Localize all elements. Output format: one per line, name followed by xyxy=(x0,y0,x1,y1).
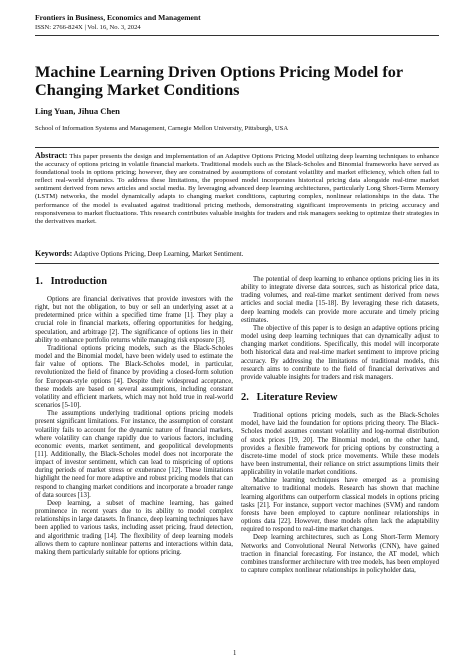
abstract-label: Abstract: xyxy=(35,151,68,160)
left-column xyxy=(35,276,233,557)
journal-issn: ISSN: 2766-824X | Vol. 16, No. 3, 2024 xyxy=(35,24,141,31)
paragraph: The potential of deep learning to enhance options pricing lies in its ability to integrate diverse data sources, such as historical price data, trading volumes, and real-time market sentiment derived from news articles and social media [15-18]. By leveraging these rich datasets, deep learning models can provide more accurate and timely pricing estimates. xyxy=(241,276,439,324)
journal-name: Frontiers in Business, Economics and Management xyxy=(35,13,201,22)
abstract-block xyxy=(35,152,439,226)
author-affiliation: School of Information Systems and Management, Carnegie Mellon University, Pittsburgh, USA xyxy=(35,125,289,132)
keywords-block xyxy=(35,249,439,258)
keywords-text: Adaptive Options Pricing, Deep Learning, Market Sentiment. xyxy=(73,251,244,258)
paragraph: The assumptions underlying traditional options pricing models present significant limitations. For instance, the assumption of constant volatility fails to account for the dynamic nature of financial markets, where volatility can change rapidly due to various factors, including economic events, market sentiment, and geopolitical developments [11]. Additionally, the Black-Scholes model does not incorporate the impact of investor sentiment, which can lead to mispricing of options during periods of market stress or exuberance [12]. These limitations highlight the need for more adaptive and robust pricing models that can respond to changing market conditions and incorporate a broader range of data sources [13]. xyxy=(35,410,233,499)
abstract-text: This paper presents the design and implementation of an Adaptive Options Pricing Model utilizing deep learning techniques to enhance the accuracy of options pricing in volatile financial markets. Traditional models such as the Black-Scholes and Binomial frameworks have served as foundational tools in options pricing; however, they are constrained by assumptions of constant volatility and market efficiency, which often fail to reflect real-world dynamics. To address these limitations, the proposed model incorporates historical pricing data alongside real-time market sentiment derived from news articles and social media. By leveraging advanced deep learning architectures, particularly Long Short-Term Memory (LSTM) networks, the model dynamically adapts to changing market conditions, capturing complex, nonlinear relationships in the data. The performance of the model is evaluated against traditional pricing methods, demonstrating significant improvements in pricing accuracy and responsiveness to market fluctuations. This research contributes valuable insights for traders and risk managers seeking to optimize their strategies in the derivatives market. xyxy=(35,153,439,225)
paper-authors: Ling Yuan, Jihua Chen xyxy=(35,106,120,116)
paragraph: Deep learning architectures, such as Long Short-Term Memory Networks and Convolutional Neural Networks (CNN), have gained traction in financial forecasting. For instance, the AT model, which combines transformer architecture with tree models, has been employed to capture complex nonlinear relationships in policyholder data, xyxy=(241,534,439,574)
keywords-label: Keywords: xyxy=(35,249,73,258)
header-rule xyxy=(35,35,439,36)
right-column xyxy=(241,276,439,575)
abstract-top-rule xyxy=(35,147,439,148)
paragraph: The objective of this paper is to design an adaptive options pricing model using deep learning techniques that can dynamically adjust to changing market conditions. Specifically, this model will incorporate both historical data and real-time market sentiment to improve pricing accuracy. By addressing the limitations of traditional models, this research aims to contribute to the field of financial derivatives and provide valuable insights for traders and risk managers. xyxy=(241,324,439,381)
paragraph: Traditional options pricing models, such as the Black-Scholes model, have laid the foundation for options pricing theory. The Black-Scholes model assumes constant volatility and log-normal distribution of stock prices [19, 20]. The Binomial model, on the other hand, provides a flexible framework for pricing options by constructing a discrete-time model of stock price movements. While these models have been instrumental, their reliance on strict assumptions limits their applicability in volatile market conditions. xyxy=(241,412,439,477)
abstract-bottom-rule xyxy=(35,263,439,264)
section-heading-literature-review: 2. Literature Review xyxy=(241,392,338,404)
section-heading-introduction: 1. Introduction xyxy=(35,276,107,287)
paragraph: Options are financial derivatives that provide investors with the right, but not the obligation, to buy or sell an underlying asset at a predetermined price within a specified time frame [1]. They play a crucial role in financial markets, offering opportunities for hedging, speculation, and arbitrage [2]. The significance of options lies in their ability to enhance portfolio returns while managing risk exposure [3]. xyxy=(35,296,233,344)
paper-title: Machine Learning Driven Options Pricing Model for Changing Market Conditions xyxy=(35,62,403,99)
paragraph: Deep learning, a subset of machine learning, has gained prominence in recent years due to its ability to model complex relationships in large datasets. In finance, deep learning techniques have been applied to various tasks, including asset pricing, fraud detection, and algorithmic trading [14]. The flexibility of deep learning models allows them to capture nonlinear patterns and interactions within data, making them particularly suitable for options pricing. xyxy=(35,499,233,556)
page-number: 1 xyxy=(233,650,237,657)
paragraph: Traditional options pricing models, such as the Black-Scholes model and the Binomial model, have been widely used to estimate the fair value of options. The Black-Scholes model, in particular, revolutionized the field of finance by providing a closed-form solution for European-style options [4]. Despite their widespread acceptance, these models are based on several assumptions, including constant volatility and efficient markets, which may not hold true in real-world scenarios [5-10]. xyxy=(35,344,233,410)
paragraph: Machine learning techniques have emerged as a promising alternative to traditional models. Research has shown that machine learning algorithms can outperform classical models in options pricing tasks [21]. For instance, support vector machines (SVM) and random forests have been employed to capture nonlinear relationships in options data [22]. However, these models often lack the adaptability required to respond to real-time market changes. xyxy=(241,477,439,534)
